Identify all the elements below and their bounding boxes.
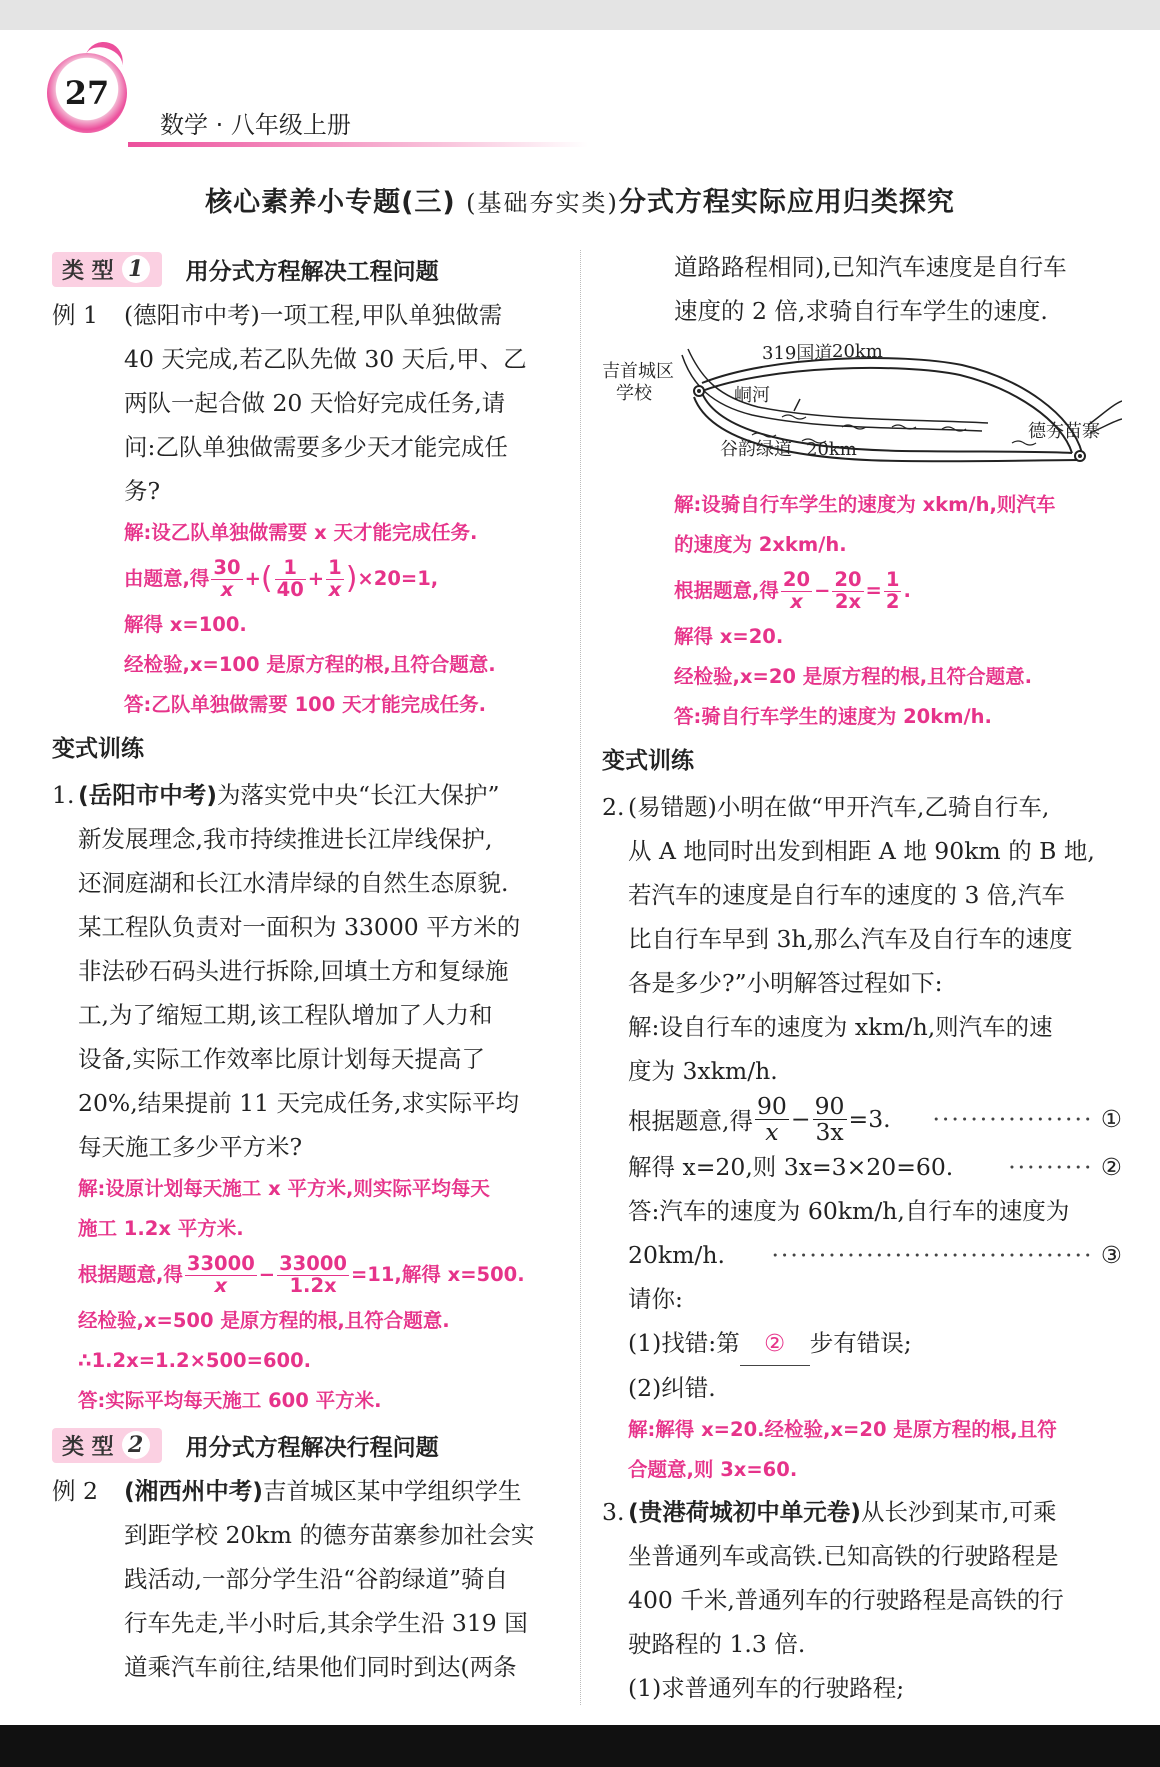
question2-prompt: 请你: bbox=[628, 1285, 683, 1313]
question3 bbox=[602, 1490, 1122, 1710]
right-column bbox=[602, 245, 1122, 1710]
question1-line: 每天施工多少平方米? bbox=[78, 1133, 303, 1161]
map-label-road319-distance: 20km bbox=[832, 341, 883, 362]
question1-solution-line: 答:实际平均每天施工 600 平方米. bbox=[78, 1389, 382, 1412]
answer-blank: ② bbox=[740, 1321, 810, 1366]
example2-line: 速度的 2 倍,求骑自行车学生的速度. bbox=[674, 297, 1048, 325]
example1-equation: 由题意,得 $\frac{30}{x}$ + ( $\frac{1}{40}$ + $\frac{1}{x}$ ) ×20=1, bbox=[124, 556, 439, 601]
example2-solution-line: 解得 x=20. bbox=[674, 625, 784, 648]
question1-line: 20%,结果提前 11 天完成任务,求实际平均 bbox=[78, 1089, 520, 1117]
example1-solution-line: 答:乙队单独做需要 100 天才能完成任务. bbox=[124, 693, 486, 716]
example2-line: 到距学校 20km 的德夯苗寨参加社会实 bbox=[124, 1521, 535, 1549]
example1-line: 务? bbox=[124, 477, 161, 505]
question3-line: 驶路程的 1.3 倍. bbox=[628, 1630, 806, 1658]
type2-number: 2 bbox=[122, 1431, 150, 1459]
example2-line: 道乘汽车前往,结果他们同时到达(两条 bbox=[124, 1653, 517, 1681]
type1-number: 1 bbox=[122, 255, 150, 283]
practice-label: 变式训练 bbox=[602, 748, 694, 774]
step-marker: ① bbox=[1100, 1105, 1122, 1133]
question1 bbox=[52, 773, 562, 1169]
example1-line: (德阳市中考)一项工程,甲队单独做需 bbox=[124, 301, 503, 329]
question1-line: 为落实党中央“长江大保护” bbox=[216, 781, 500, 809]
question3-number: 3. bbox=[602, 1498, 625, 1526]
page-number-badge bbox=[47, 53, 127, 133]
type1-title: 用分式方程解决工程问题 bbox=[185, 258, 439, 285]
question2-step-line: 解:设自行车的速度为 xkm/h,则汽车的速 bbox=[628, 1013, 1053, 1041]
map-label-greenway-distance: 20km bbox=[806, 439, 857, 460]
question2-line: 从 A 地同时出发到相距 A 地 90km 的 B 地, bbox=[628, 837, 1095, 865]
left-column bbox=[52, 245, 562, 1689]
example2-line: 道路路程相同),已知汽车速度是自行车 bbox=[674, 253, 1067, 281]
title-main: 核心素养小专题(三) bbox=[205, 187, 456, 218]
example2-line: 行车先走,半小时后,其余学生沿 319 国 bbox=[124, 1609, 528, 1637]
question2-line: 若汽车的速度是自行车的速度的 3 倍,汽车 bbox=[628, 881, 1065, 909]
map-label-school: 学校 bbox=[616, 383, 652, 404]
example2-equation: 根据题意,得 $\frac{20}{x}$ − $\frac{20}{2x}$ = $\frac{1}{2}$ . bbox=[674, 568, 911, 613]
step-marker: ③ bbox=[1100, 1241, 1122, 1269]
title-sub: (基础夯实类) bbox=[466, 189, 619, 217]
question1-line: 非法砂石码头进行拆除,回填土方和复绿施 bbox=[78, 957, 509, 985]
question2-line: 各是多少?”小明解答过程如下: bbox=[628, 969, 943, 997]
question1-line: 某工程队负责对一面积为 33000 平方米的 bbox=[78, 913, 521, 941]
map-label-city: 吉首城区 bbox=[602, 361, 674, 382]
example2-solution-line: 答:骑自行车学生的速度为 20km/h. bbox=[674, 705, 992, 728]
page-number: 27 bbox=[64, 74, 110, 112]
example2-solution-line: 解:设骑自行车学生的速度为 xkm/h,则汽车 bbox=[674, 493, 1056, 516]
question2-step-line: 答:汽车的速度为 60km/h,自行车的速度为 bbox=[628, 1197, 1070, 1225]
top-bar bbox=[0, 0, 1160, 30]
title-rest: 分式方程实际应用归类探究 bbox=[618, 187, 955, 218]
map-label-greenway: 谷韵绿道 bbox=[720, 439, 792, 460]
example1-solution-line: 解得 x=100. bbox=[124, 613, 247, 636]
example1-line: 40 天完成,若乙队先做 30 天后,甲、乙 bbox=[124, 345, 527, 373]
question1-solution-line: 经检验,x=500 是原方程的根,且符合题意. bbox=[78, 1309, 450, 1332]
question3-line: 400 千米,普通列车的行驶路程是高铁的行 bbox=[628, 1586, 1064, 1614]
example1-line: 问:乙队单独做需要多少天才能完成任 bbox=[124, 433, 508, 461]
question2-step2: 解得 x=20,则 3x=3×20=60. ········· ② bbox=[628, 1153, 1122, 1181]
question2-line: 比自行车早到 3h,那么汽车及自行车的速度 bbox=[628, 925, 1073, 953]
route-map-figure bbox=[602, 335, 1122, 485]
type2-title: 用分式方程解决行程问题 bbox=[185, 1434, 439, 1461]
question3-line: 从长沙到某市,可乘 bbox=[860, 1498, 1057, 1526]
page-title bbox=[0, 180, 1160, 219]
example2-line: 践活动,一部分学生沿“谷韵绿道”骑自 bbox=[124, 1565, 508, 1593]
type2-header bbox=[52, 1423, 562, 1467]
question1-line: 设备,实际工作效率比原计划每天提高了 bbox=[78, 1045, 485, 1073]
question1-number: 1. bbox=[52, 781, 75, 809]
example1 bbox=[52, 293, 562, 513]
type1-header bbox=[52, 247, 562, 291]
question3-source: (贵港荷城初中单元卷) bbox=[628, 1498, 861, 1526]
map-label-road319: 319国道 bbox=[762, 343, 833, 364]
question1-line: 工,为了缩短工期,该工程队增加了人力和 bbox=[78, 1001, 493, 1029]
question3-part1: (1)求普通列车的行驶路程; bbox=[628, 1674, 905, 1702]
question2-number: 2. bbox=[602, 793, 625, 821]
question2-answer-line: 解:解得 x=20.经检验,x=20 是原方程的根,且符 bbox=[628, 1418, 1057, 1441]
example1-solution-line: 经检验,x=100 是原方程的根,且符合题意. bbox=[124, 653, 496, 676]
type2-badge: 类 型 2 bbox=[52, 1428, 162, 1463]
question2-step1: 根据题意,得 $\frac{90}{x}$ − $\frac{90}{3x}$ =3. ················· ① bbox=[628, 1091, 1122, 1146]
map-label-river: 峒河 bbox=[734, 385, 770, 406]
question2 bbox=[602, 785, 1122, 1490]
question3-line: 坐普通列车或高铁.已知高铁的行驶路程是 bbox=[628, 1542, 1059, 1570]
map-label-village: 德夯苗寨 bbox=[1028, 421, 1100, 442]
question1-line: 新发展理念,我市持续推进长江岸线保护, bbox=[78, 825, 493, 853]
column-divider bbox=[580, 250, 581, 1705]
question1-solution-line: 施工 1.2x 平方米. bbox=[78, 1217, 244, 1240]
practice-label: 变式训练 bbox=[52, 736, 144, 762]
question2-part1: (1)找错:第 ② 步有错误; bbox=[628, 1321, 1122, 1366]
question2-step3: 20km/h. ·································· ③ bbox=[628, 1241, 1122, 1269]
example1-line: 两队一起合做 20 天恰好完成任务,请 bbox=[124, 389, 506, 417]
question2-part2: (2)纠错. bbox=[628, 1374, 716, 1402]
question1-source: (岳阳市中考) bbox=[78, 781, 217, 809]
example2-label: 例 2 bbox=[52, 1477, 98, 1505]
header-subject: 数学 · 八年级上册 bbox=[160, 111, 351, 139]
example1-label: 例 1 bbox=[52, 301, 98, 329]
question2-answer-line: 合题意,则 3x=60. bbox=[628, 1458, 798, 1481]
example1-solution-line: 解:设乙队单独做需要 x 天才能完成任务. bbox=[124, 521, 478, 544]
example2-line: 吉首城区某中学组织学生 bbox=[262, 1477, 522, 1505]
question1-equation: 根据题意,得 $\frac{33000}{x}$ − $\frac{33000}{1.2x}$ =11,解得 x=500. bbox=[78, 1252, 525, 1297]
question1-line: 还洞庭湖和长江水清岸绿的自然生态原貌. bbox=[78, 869, 509, 897]
bottom-bar bbox=[0, 1725, 1160, 1767]
example2-solution-line: 经检验,x=20 是原方程的根,且符合题意. bbox=[674, 665, 1033, 688]
step-marker: ② bbox=[1100, 1153, 1122, 1181]
example2-source: (湘西州中考) bbox=[124, 1477, 263, 1505]
example2-solution-line: 的速度为 2xkm/h. bbox=[674, 533, 847, 556]
type1-badge: 类 型 1 bbox=[52, 252, 162, 287]
question2-step-line: 度为 3xkm/h. bbox=[628, 1057, 778, 1085]
header-underline bbox=[128, 142, 588, 147]
example2 bbox=[52, 1469, 562, 1689]
question2-line: (易错题)小明在做“甲开汽车,乙骑自行车, bbox=[628, 793, 1050, 821]
question1-solution-line: ∴1.2x=1.2×500=600. bbox=[78, 1349, 312, 1372]
question1-solution-line: 解:设原计划每天施工 x 平方米,则实际平均每天 bbox=[78, 1177, 490, 1200]
